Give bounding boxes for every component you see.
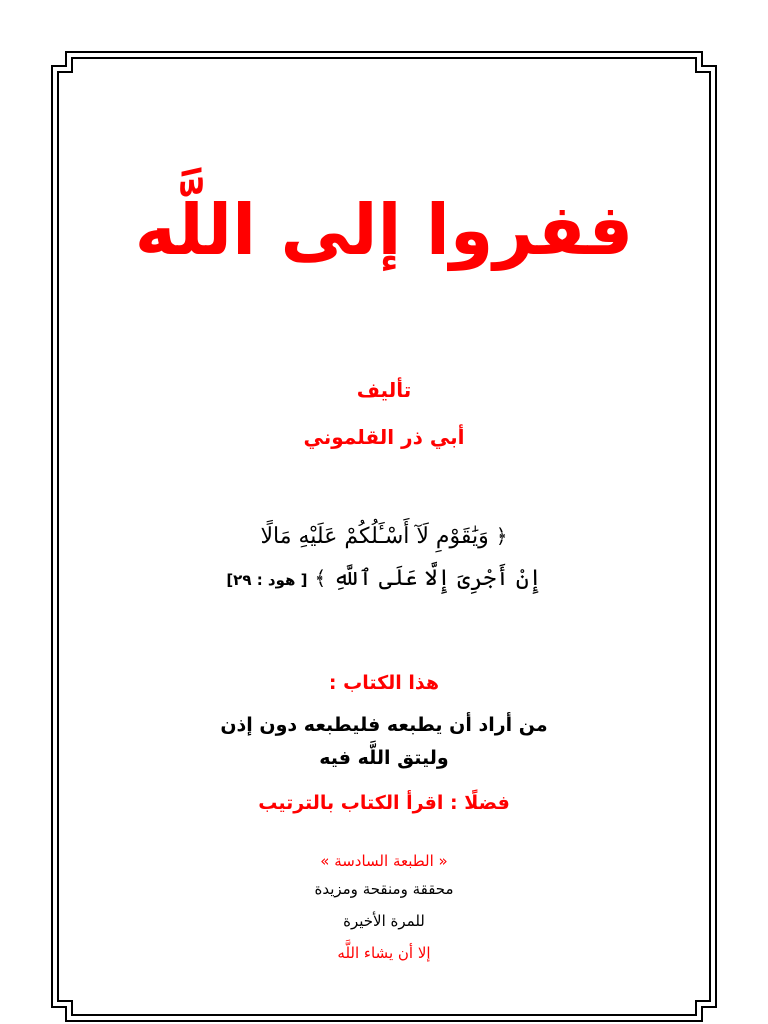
verse-ornament-open: ﴿ <box>495 524 508 548</box>
author-name: أبي ذر القلموني <box>303 425 465 449</box>
verse-line-1 <box>0 524 768 549</box>
verse-text-2: إِنْ أَجْرِىَ إِلَّا عَلَى ٱللَّهِ <box>333 566 542 591</box>
book-title: ففروا إلى اللَّه <box>134 189 634 271</box>
notice-heading: هذا الكتاب : <box>328 672 440 694</box>
notice-line-1: من أراد أن يطبعه فليطبعه دون إذن <box>220 714 548 736</box>
verse-reference: [ هود : ٢٩] <box>226 571 308 589</box>
edition-line-1: محققة ومنقحة ومزيدة <box>314 880 454 898</box>
verse-text-1: وَيَٰقَوْمِ لَآ أَسْـَٔلُكُمْ عَلَيْهِ مَالًا <box>260 524 489 549</box>
edition-line-3: إلا أن يشاء اللَّه <box>337 944 431 962</box>
reading-order-note: فضلًا : اقرأ الكتاب بالترتيب <box>258 792 510 814</box>
verse-ornament-close: ﴾ <box>314 566 327 590</box>
verse-line-2 <box>0 566 768 591</box>
edition-name: « الطبعة السادسة » <box>320 852 448 870</box>
notice-line-2: وليتق اللَّه فيه <box>319 747 449 769</box>
edition-line-2: للمرة الأخيرة <box>343 912 425 930</box>
author-label: تأليف <box>356 378 412 402</box>
